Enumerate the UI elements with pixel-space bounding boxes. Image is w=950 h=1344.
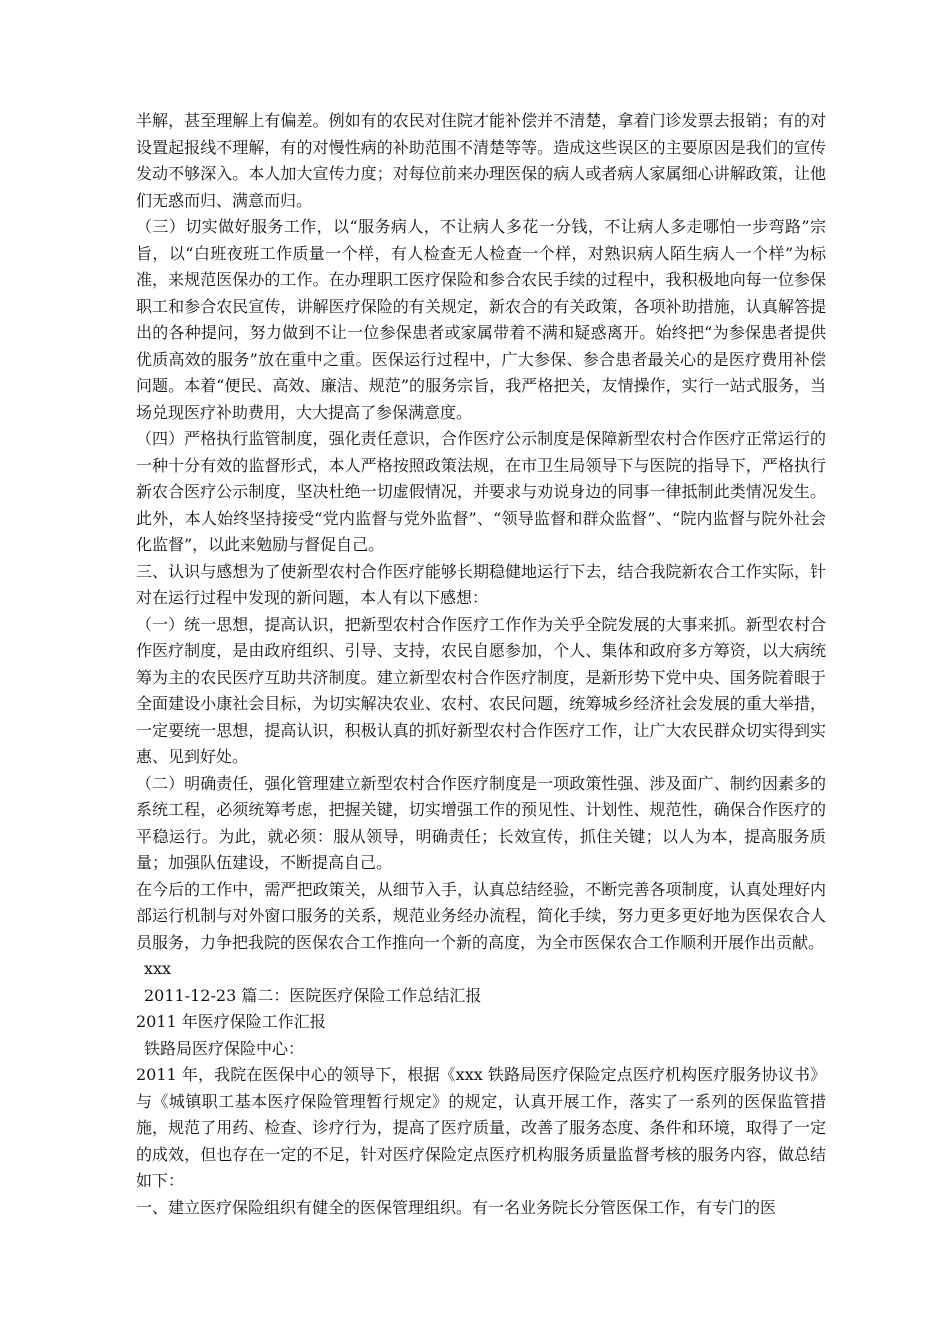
document-body: [136, 108, 826, 1221]
report-addressee: 铁路局医疗保险中心：: [144, 1038, 305, 1058]
date-and-part-two-title: 2011-12-23 篇二：医院医疗保险工作总结汇报: [144, 985, 482, 1005]
paragraph-supervision-system: （四）严格执行监管制度，强化责任意识，合作医疗公示制度是保障新型农村合作医疗正常运行的一种十分有效的监督形式，本人严格按照政策法规，在市卫生局领导下与医院的指导下，严格执行新农合医疗公示制度，坚决杜绝一切虚假情况，并要求与劝说身边的同事一律抵制此类情况发生。此外，本人始终坚持接受“党内监督与党外监督”、“领导监督和群众监督”、“院内监督与院外社会化监督”，以此来勉励与督促自己。: [136, 429, 826, 554]
paragraph-clarify-responsibility: （二）明确责任，强化管理建立新型农村合作医疗制度是一项政策性强、涉及面广、制约因素多的系统工程，必须统筹考虑，把握关键，切实增强工作的预见性、计划性、规范性，确保合作医疗的平稳运行。为此，就必须：服从领导，明确责任；长效宣传，抓住关键；以人为本，提高服务质量；加强队伍建设，不断提高自己。: [136, 773, 826, 872]
paragraph-publicity-misunderstanding: 半解，甚至理解上有偏差。例如有的农民对住院才能补偿并不清楚，拿着门诊发票去报销；有的对设置起报线不理解，有的对慢性病的补助范围不清楚等等。造成这些误区的主要原因是我们的宣传发动不够深入。本人加大宣传力度；对每位前来办理医保的病人或者病人家属细心讲解政策，让他们无惑而归、满意而归。: [136, 111, 826, 210]
paragraph-section-three-heading: 三、认识与感想为了使新型农村合作医疗能够长期稳健地运行下去，结合我院新农合工作实际，针对在运行过程中发现的新问题，本人有以下感想：: [136, 561, 826, 607]
paragraph-service-work: （三）切实做好服务工作，以“服务病人，不让病人多花一分钱，不让病人多走哪怕一步弯路”宗旨，以“白班夜班工作质量一个样，有人检查无人检查一个样，对熟识病人陌生病人一个样”为标准，来规范医保办的工作。在办理职工医疗保险和参合农民手续的过程中，我积极地向每一位参保职工和参合农民宣传，讲解医疗保险的有关规定，新农合的有关政策，各项补助措施，认真解答提出的各种提问，努力做到不让一位参保患者或家属带着不满和疑惑离开。始终把“为参保患者提供优质高效的服务”放在重中之重。医保运行过程中，广大参保、参合患者最关心的是医疗费用补偿问题。本着“便民、高效、廉洁、规范”的服务宗旨，我严格把关，友情操作，实行一站式服务，当场兑现医疗补助费用，大大提高了参保满意度。: [136, 217, 826, 422]
report-title: 2011 年医疗保险工作汇报: [136, 1012, 326, 1031]
paragraph-report-intro: 2011 年，我院在医保中心的领导下，根据《xxx 铁路局医疗保险定点医疗机构医疗服务协议书》与《城镇职工基本医疗保险管理暂行规定》的规定，认真开展工作，落实了一系列的医保监管措施，规范了用药、检查、诊疗行为，提高了医疗质量，改善了服务态度、条件和环境，取得了一定的成效，但也存在一定的不足，针对医疗保险定点医疗机构服务质量监督考核的服务内容，做总结如下：: [136, 1065, 826, 1190]
paragraph-unify-thinking: （一）统一思想，提高认识，把新型农村合作医疗工作作为关乎全院发展的大事来抓。新型农村合作医疗制度，是由政府组织、引导、支持，农民自愿参加，个人、集体和政府多方筹资，以大病统筹为主的农民医疗互助共济制度。建立新型农村合作医疗制度，是新形势下党中央、国务院着眼于全面建设小康社会目标，为切实解决农业、农村、农民问题，统筹城乡经济社会发展的重大举措，一定要统一思想，提高认识，积极认真的抓好新型农村合作医疗工作，让广大农民群众切实得到实惠、见到好处。: [136, 614, 826, 766]
author-signature: xxx: [144, 959, 172, 978]
paragraph-section-one-start: 一、建立医疗保险组织有健全的医保管理组织。有一名业务院长分管医保工作，有专门的医: [136, 1197, 777, 1217]
paragraph-future-work: 在今后的工作中，需严把政策关，从细节入手，认真总结经验，不断完善各项制度，认真处理好内部运行机制与对外窗口服务的关系，规范业务经办流程，简化手续，努力更多更好地为医保农合人员服务，力争把我院的医保农合工作推向一个新的高度，为全市医保农合工作顺利开展作出贡献。: [136, 879, 826, 952]
